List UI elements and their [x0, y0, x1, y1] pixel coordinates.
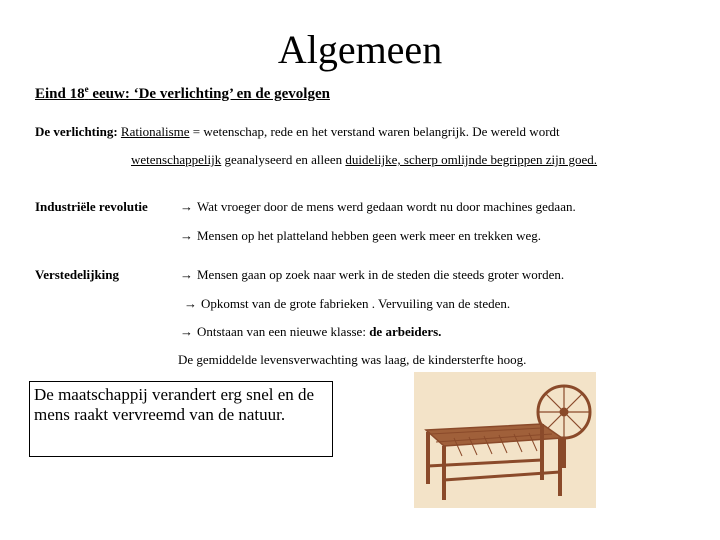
verstedelijking-label: Verstedelijking [35, 267, 120, 282]
arrow-icon: → [180, 199, 193, 214]
verlichting-line-1 [35, 123, 560, 140]
verstedelijking-item-2-text: Opkomst van de grote fabrieken . Vervuiling van de steden. [201, 296, 511, 311]
arrow-icon: → [184, 296, 197, 311]
verlichting-u2: duidelijke, scherp omlijnde begrippen zijn goed. [345, 152, 598, 167]
industrie-item-1 [180, 198, 576, 215]
verstedelijking-item-3 [180, 323, 441, 340]
industrie-item-1-text: Wat vroeger door de mens werd gedaan wordt nu door machines gedaan. [197, 199, 576, 214]
page-title: Algemeen [277, 27, 443, 72]
spinning-jenny-image [414, 372, 596, 508]
arrow-icon: → [180, 228, 193, 243]
verlichting-line-2 [131, 151, 597, 168]
verstedelijking-item-1-text: Mensen gaan op zoek naar werk in de steden die steeds groter worden. [197, 267, 565, 282]
item-3-bold: de arbeiders. [369, 324, 442, 339]
rationalisme-term: Rationalisme [120, 124, 190, 139]
subtitle [35, 84, 330, 103]
verlichting-label: De verlichting: [35, 124, 118, 139]
subtitle-sup: e [84, 84, 89, 94]
industrie-label: Industriële revolutie [35, 199, 148, 214]
verstedelijking-item-1 [180, 266, 564, 283]
conclusion-box: De maatschappij verandert erg snel en de mens raakt vervreemd van de natuur. [29, 381, 333, 457]
verlichting-u1: wetenschappelijk [131, 152, 222, 167]
arrow-icon: → [180, 324, 193, 339]
arrow-icon: → [180, 267, 193, 282]
industrie-item-2-text: Mensen op het platteland hebben geen werk meer en trekken weg. [197, 228, 542, 243]
verlichting-mid: geanalyseerd en alleen [221, 152, 346, 167]
subtitle-pre: Eind 18 [35, 86, 85, 102]
verlichting-line1-rest: = wetenschap, rede en het verstand waren belangrijk. De wereld wordt [189, 124, 560, 139]
item-3-pre: Ontstaan van een nieuwe klasse: [197, 324, 370, 339]
verstedelijking-item-2 [184, 295, 510, 312]
subtitle-post: eeuw: ‘De verlichting’ en de gevolgen [88, 86, 330, 102]
industrie-item-2 [180, 227, 541, 244]
levensverwachting-note: De gemiddelde levensverwachting was laag, de kindersterfte hoog. [178, 352, 527, 367]
